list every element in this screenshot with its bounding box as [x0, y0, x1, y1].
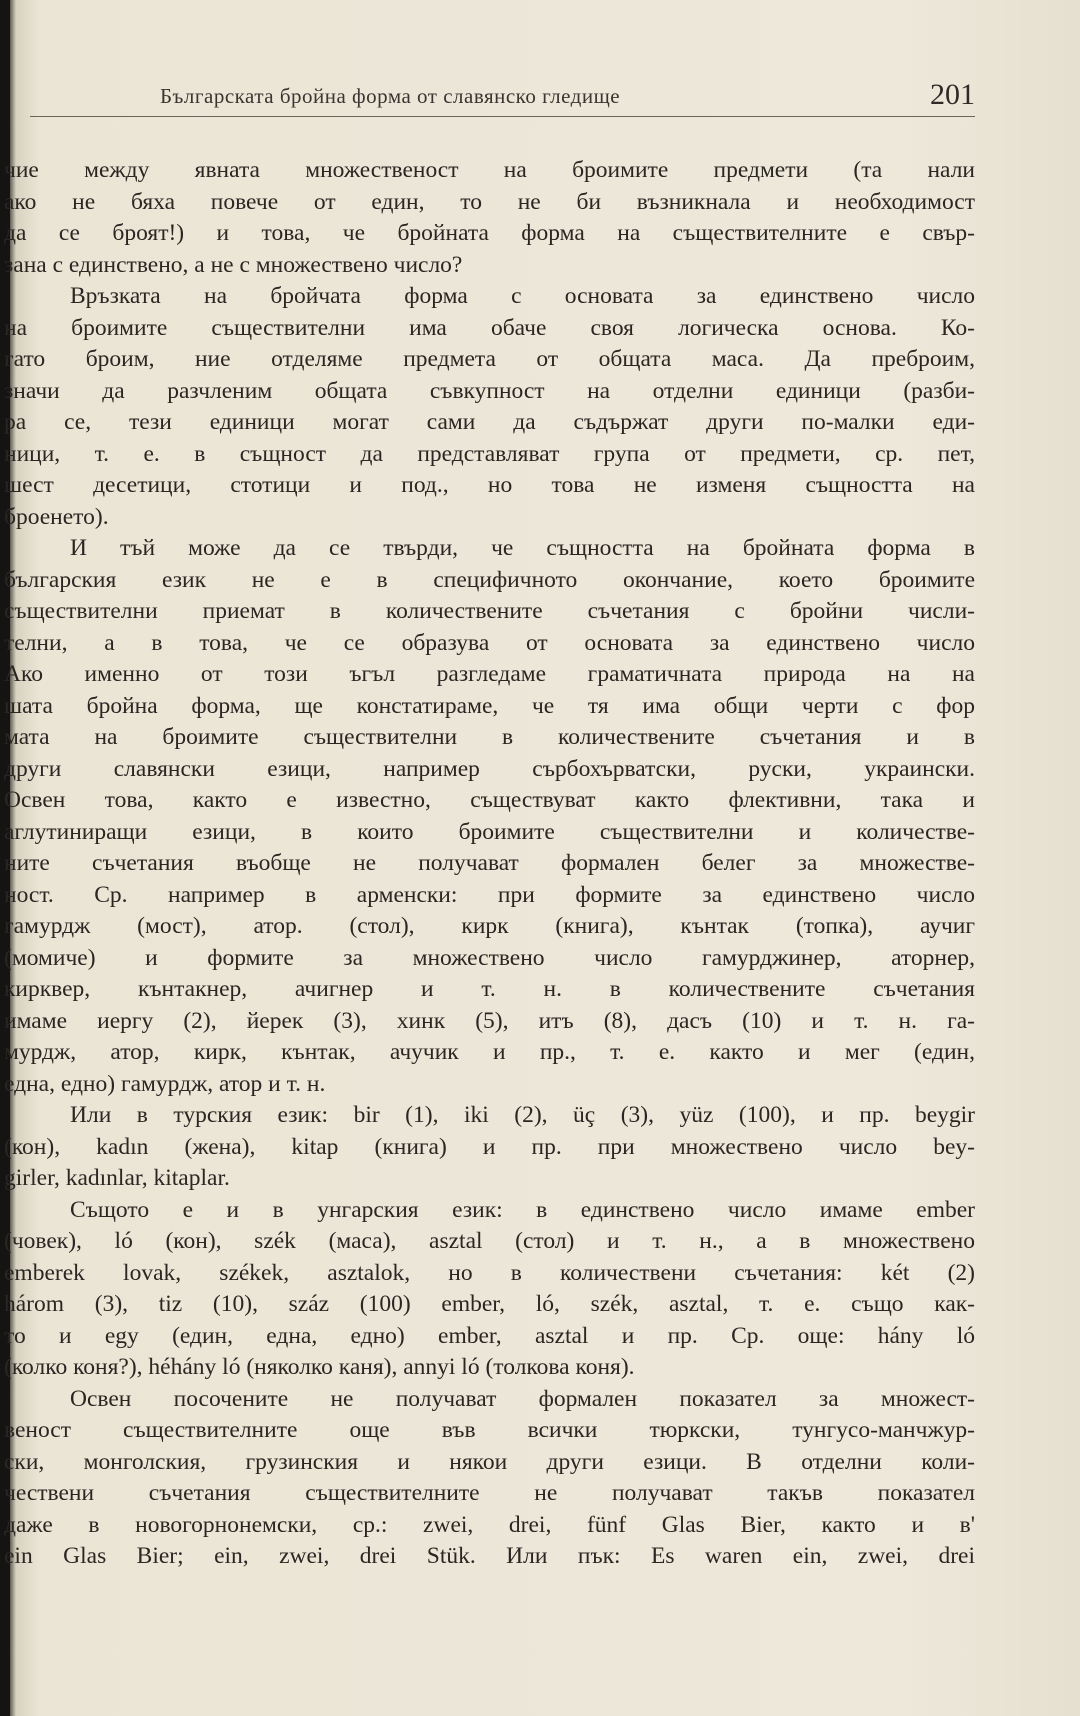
text-line: шата бройна форма, ще констатираме, че тя има общи черти с фор — [4, 692, 975, 719]
text-line: Освен посочените не получават формален показател за множест- — [70, 1385, 975, 1412]
text-line: emberek lovak, székek, asztalok, но в количествени съчетания: két (2) — [4, 1259, 975, 1286]
page-number: 201 — [930, 78, 975, 111]
text-line: аглутиниращи езици, в които броимите съществителни и количестве- — [4, 818, 975, 845]
text-line: една, едно) гамурдж, атор и т. н. — [4, 1070, 326, 1097]
body-text — [0, 155, 975, 1573]
text-line: girler, kadınlar, kitaplar. — [4, 1165, 230, 1191]
text-line: ници, т. е. в същност да представляват група от предмети, ср. пет, — [4, 440, 975, 467]
text-line: то и egy (един, една, едно) ember, asztal и пр. Ср. още: hány ló — [4, 1322, 975, 1349]
text-line: даже в новогорнонемски, ср.: zwei, drei, fünf Glas Bier, както и в' — [4, 1511, 975, 1538]
text-line: гамурдж (мост), атор. (стол), кирк (книга), кънтак (топка), аучиг — [4, 913, 975, 939]
text-line: ски, монголския, грузинския и някои други езици. В отделни коли- — [4, 1448, 975, 1475]
text-line: гато броим, ние отделяме предмета от общата маса. Да преброим, — [4, 346, 975, 372]
text-line: шест десетици, стотици и под., но това не изменя същността на — [4, 472, 975, 498]
text-line: három (3), tiz (10), száz (100) ember, ló, szék, asztal, т. е. също как- — [4, 1291, 975, 1317]
text-line: други славянски езици, например сърбохърватски, руски, украински. — [4, 755, 975, 782]
text-line: кирквер, кънтакнер, ачигнер и т. н. в количествените съчетания — [4, 976, 975, 1002]
text-line: мурдж, атор, кирк, кънтак, ачучик и пр., т. е. както и мег (един, — [4, 1039, 975, 1065]
text-line: ра се, тези единици могат сами да съдържат други по-малки еди- — [4, 409, 975, 435]
text-line: българския език не е в специфичното окончание, което броимите — [4, 566, 975, 593]
text-line: на броимите съществителни има обаче своя логическа основа. Ко- — [4, 314, 975, 341]
text-line: Освен това, както е известно, съществуват както флективни, така и — [4, 787, 975, 813]
text-line: мата на броимите съществителни в количествените съчетания и в — [4, 724, 975, 750]
running-title: Българската бройна форма от славянско гледище — [160, 84, 621, 108]
page-header — [160, 78, 975, 118]
text-line: Или в турския език: bir (1), iki (2), üç (3), yüz (100), и пр. beygir — [70, 1102, 975, 1128]
text-line: (колко коня?), héhány ló (няколко каня), annyi ló (толкова коня). — [4, 1354, 635, 1380]
text-line: (момиче) и формите за множествено число гамурджинер, аторнер, — [4, 944, 975, 971]
text-line: чествени съчетания съществителните не получават такъв показател — [4, 1480, 975, 1506]
text-line: Същото е и в унгарския език: в единствено число имаме ember — [70, 1196, 975, 1223]
text-line: зана с единствено, а не с множествено число? — [4, 251, 463, 278]
text-line: да се броят!) и това, че бройната форма на съществителните е свър- — [4, 220, 975, 246]
text-line: (човек), ló (кон), szék (маса), asztal (стол) и т. н., а в множествено — [4, 1228, 975, 1254]
text-line: съществителни приемат в количествените съчетания с бройни числи- — [4, 598, 975, 624]
header-rule — [30, 116, 975, 117]
text-line: ните съчетания въобще не получават формален белег за множестве- — [4, 850, 975, 876]
text-line: имаме иергу (2), йерек (3), хинк (5), итъ (8), дасъ (10) и т. н. га- — [4, 1007, 975, 1034]
text-line: телни, а в това, че се образува от основата за единствено число — [4, 629, 975, 656]
text-line: ност. Ср. например в арменски: при формите за единствено число — [4, 881, 975, 908]
text-line: И тъй може да се твърди, че същността на бройната форма в — [70, 535, 975, 561]
text-line: Ако именно от този ъгъл разгледаме граматичната природа на на — [4, 661, 975, 687]
text-line: ако не бяха повече от един, то не би възникнала и необходимост — [4, 188, 975, 215]
text-line: значи да разчленим общата съвкупност на отделни единици (разби- — [4, 377, 975, 404]
text-line: ein Glas Bier; ein, zwei, drei Stük. Или пък: Es waren ein, zwei, drei — [4, 1543, 975, 1569]
text-line: веност съществителните още във всички тюркски, тунгусо-манчжур- — [4, 1417, 975, 1443]
text-line: броенето). — [4, 503, 109, 530]
text-line: Връзката на бройчата форма с основата за единствено число — [70, 283, 975, 309]
text-line: чие между явната множественост на броимите предмети (та нали — [4, 157, 975, 183]
text-line: (кон), kadın (жена), kitap (книга) и пр. при множествено число bey- — [4, 1133, 975, 1160]
